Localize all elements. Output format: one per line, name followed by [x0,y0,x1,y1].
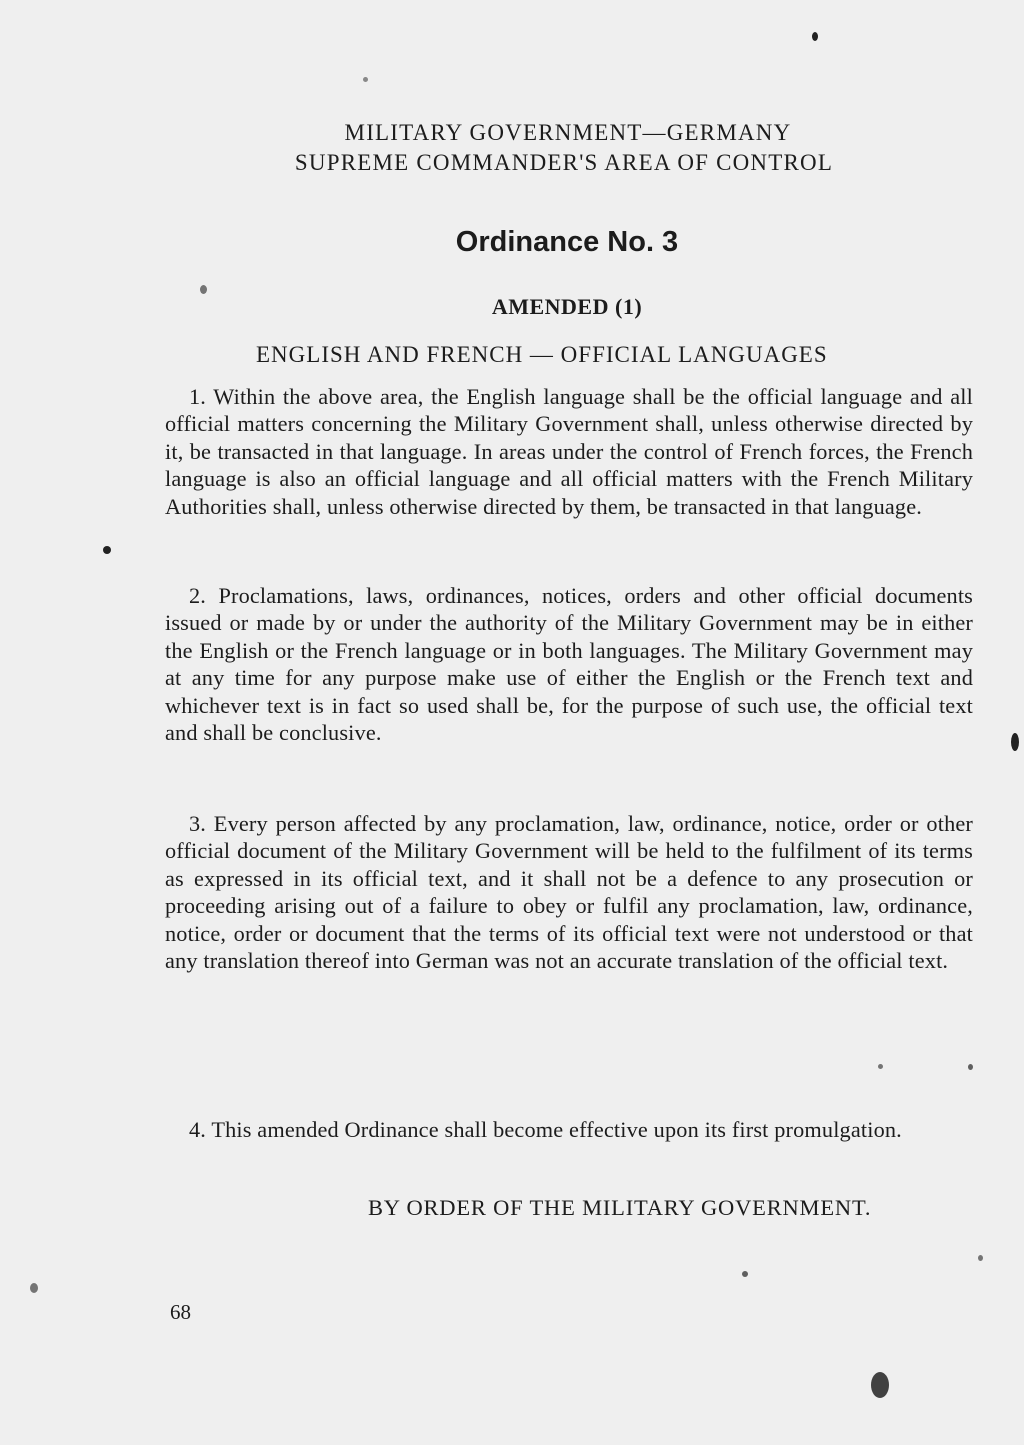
scan-speck [103,546,111,554]
header-line-1: MILITARY GOVERNMENT—GERMANY [344,120,792,145]
subject-heading: ENGLISH AND FRENCH — OFFICIAL LANGUAGES [256,342,828,367]
scan-speck [1011,733,1019,751]
amended-label: AMENDED (1) [491,294,643,319]
scan-speck [812,32,818,41]
scan-speck [878,1064,883,1069]
scan-speck [978,1255,983,1261]
paragraph-3: 3. Every person affected by any proclamation, law, ordinance, notice, order or other official document of the Military Government will be held to the fulfilment of its terms as expressed in its official text, and it shall not be a defence to any prosecution or proceeding arising out of a failure to obey or fulfil any proclamation, law, ordinance, notice, order or document that the terms of its official text were not understood or that any translation thereof into German was not an accurate translation of the official text. [165,811,973,974]
scan-speck [871,1372,889,1398]
header-line-2: SUPREME COMMANDER'S AREA OF CONTROL [294,150,834,175]
scan-speck [30,1283,38,1293]
scan-speck [200,285,207,294]
paragraph-4: 4. This amended Ordinance shall become effective upon its first promulgation. [189,1117,902,1142]
scan-speck [968,1064,973,1070]
ordinance-title: Ordinance No. 3 [455,226,679,258]
page-number: 68 [170,1300,191,1324]
paragraph-2: 2. Proclamations, laws, ordinances, notices, orders and other official documents issued or made by or under the authority of the Military Government may be in either the English or the French language or in both languages. The Military Government may at any time for any purpose make use of either the English or the French text and whichever text is in fact so used shall be, for the purpose of such use, the official text and shall be conclusive. [165,583,973,746]
scan-speck [742,1271,748,1277]
scan-speck [363,77,368,82]
paragraph-1: 1. Within the above area, the English language shall be the official language and all official matters concerning the Military Government shall, unless otherwise directed by it, be transacted in that language. In areas under the control of French forces, the French language is also an official language and all official matters with the French Military Authorities shall, unless otherwise directed by them, be transacted in that language. [165,384,973,519]
signature-line: BY ORDER OF THE MILITARY GOVERNMENT. [368,1195,872,1220]
